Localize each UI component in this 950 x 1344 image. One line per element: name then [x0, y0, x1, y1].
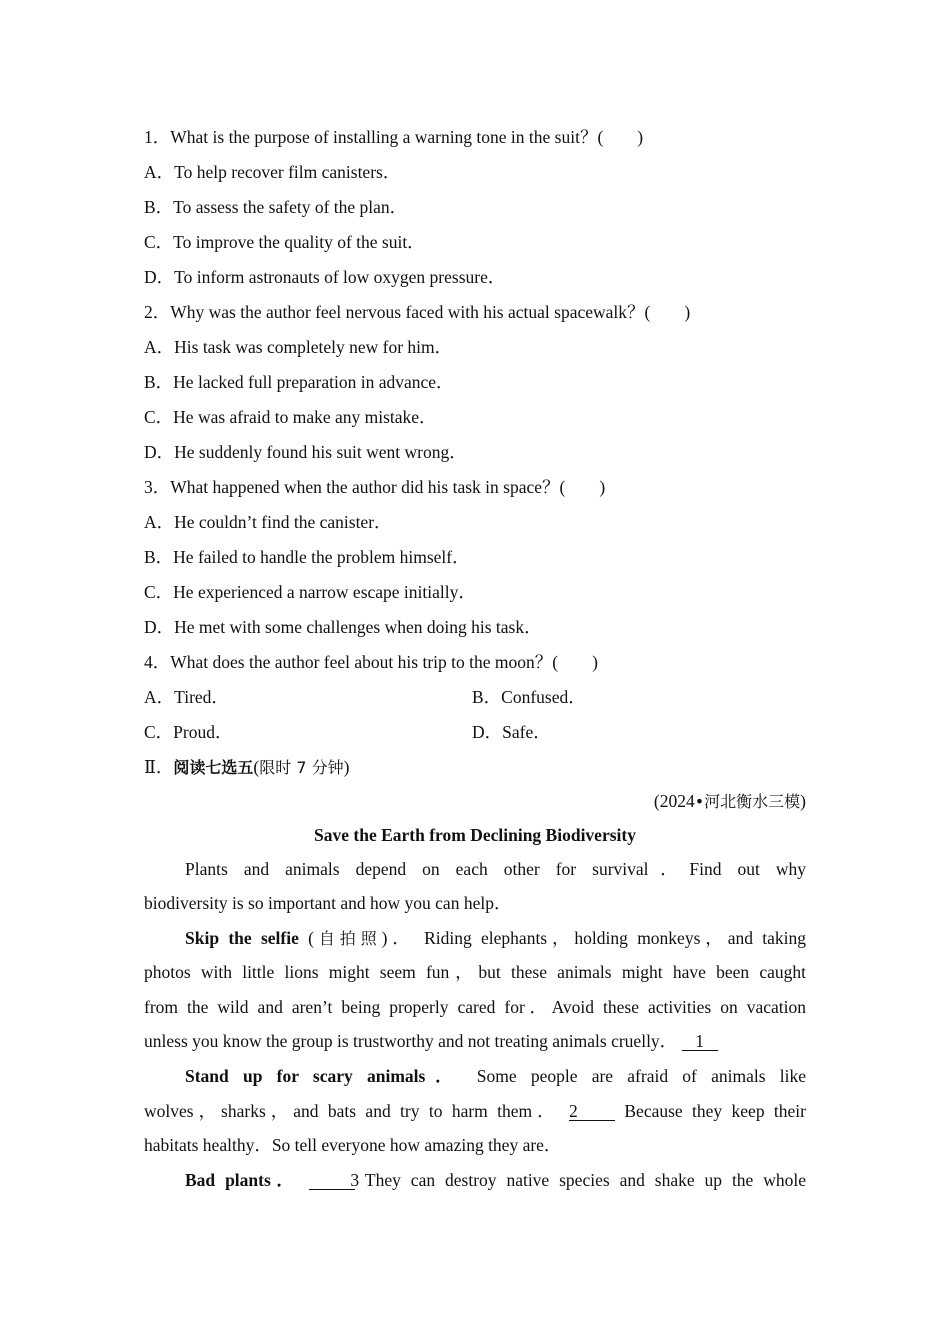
- question-2-option-d: D．He suddenly found his suit went wrong．: [144, 442, 467, 462]
- time-limit: 限时 7 分钟: [259, 758, 344, 777]
- question-3-option-b: B．He failed to handle the problem himself．: [144, 547, 470, 567]
- section-title: 阅读七选五: [173, 758, 254, 777]
- question-4-stem: 4．What does the author feel about his trip to the moon？( ): [144, 652, 598, 672]
- paragraph-3-heading: Bad plants．: [185, 1170, 300, 1190]
- question-4-option-b: B．Confused．: [472, 687, 586, 707]
- paragraph-2-line-2: wolves，sharks，and bats and try to harm them． 2 Because they keep their: [144, 1101, 806, 1121]
- paragraph-1-line-3: from the wild and aren’t being properly cared for．Avoid these activities on vacation: [144, 997, 806, 1017]
- question-2-option-b: B．He lacked full preparation in advance．: [144, 372, 454, 392]
- paragraph-1-line-4: unless you know the group is trustworthy and not treating animals cruelly． 1: [144, 1030, 806, 1052]
- question-1-option-b: B．To assess the safety of the plan．: [144, 197, 408, 217]
- intro-line-2: biodiversity is so important and how you can help．: [144, 893, 512, 913]
- section-heading: Ⅱ．阅读七选五(限时 7 分钟): [144, 757, 350, 777]
- paragraph-1-line-1: Skip the selfie (自拍照)． Riding elephants，holding monkeys，and taking: [185, 928, 807, 948]
- question-1-option-a: A．To help recover film canisters．: [144, 162, 401, 182]
- paragraph-3-line-1: Bad plants． 3 They can destroy native species and shake up the whole: [185, 1170, 807, 1190]
- passage-title: Save the Earth from Declining Biodiversity: [314, 825, 636, 845]
- intro-line-1: Plants and animals depend on each other for survival．Find out why: [185, 859, 806, 879]
- answer-blank-1[interactable]: 1: [682, 1032, 718, 1051]
- question-2-stem: 2．Why was the author feel nervous faced with his actual spacewalk？( ): [144, 302, 691, 322]
- paragraph-2-heading: Stand up for scary animals．: [185, 1066, 463, 1086]
- source-citation: (2024•河北衡水三模): [653, 791, 806, 811]
- question-1-stem: 1．What is the purpose of installing a warning tone in the suit？( ): [144, 127, 644, 147]
- question-3-stem: 3．What happened when the author did his task in space？( ): [144, 477, 606, 497]
- paragraph-2-line-3: habitats healthy．So tell everyone how amazing they are．: [144, 1135, 562, 1155]
- question-3-option-c: C．He experienced a narrow escape initially．: [144, 582, 476, 602]
- question-3-option-d: D．He met with some challenges when doing his task．: [144, 617, 542, 637]
- question-2-option-a: A．His task was completely new for him．: [144, 337, 453, 357]
- answer-blank-3[interactable]: 3: [309, 1171, 355, 1190]
- paragraph-1-line-2: photos with little lions might seem fun，but these animals might have been caught: [144, 962, 806, 982]
- question-4-option-c: C．Proud．: [144, 722, 233, 742]
- question-1-option-c: C．To improve the quality of the suit．: [144, 232, 425, 252]
- question-2-option-c: C．He was afraid to make any mistake．: [144, 407, 437, 427]
- question-1-option-d: D．To inform astronauts of low oxygen pressure．: [144, 267, 506, 287]
- paragraph-2-line-1: Stand up for scary animals． Some people are afraid of animals like: [185, 1066, 806, 1086]
- question-4-option-a: A．Tired．: [144, 687, 229, 707]
- question-4-option-d: D．Safe．: [472, 722, 551, 742]
- question-3-option-a: A．He couldn’t find the canister．: [144, 512, 392, 532]
- answer-blank-2[interactable]: 2: [569, 1102, 615, 1121]
- paragraph-1-heading: Skip the selfie: [185, 928, 299, 948]
